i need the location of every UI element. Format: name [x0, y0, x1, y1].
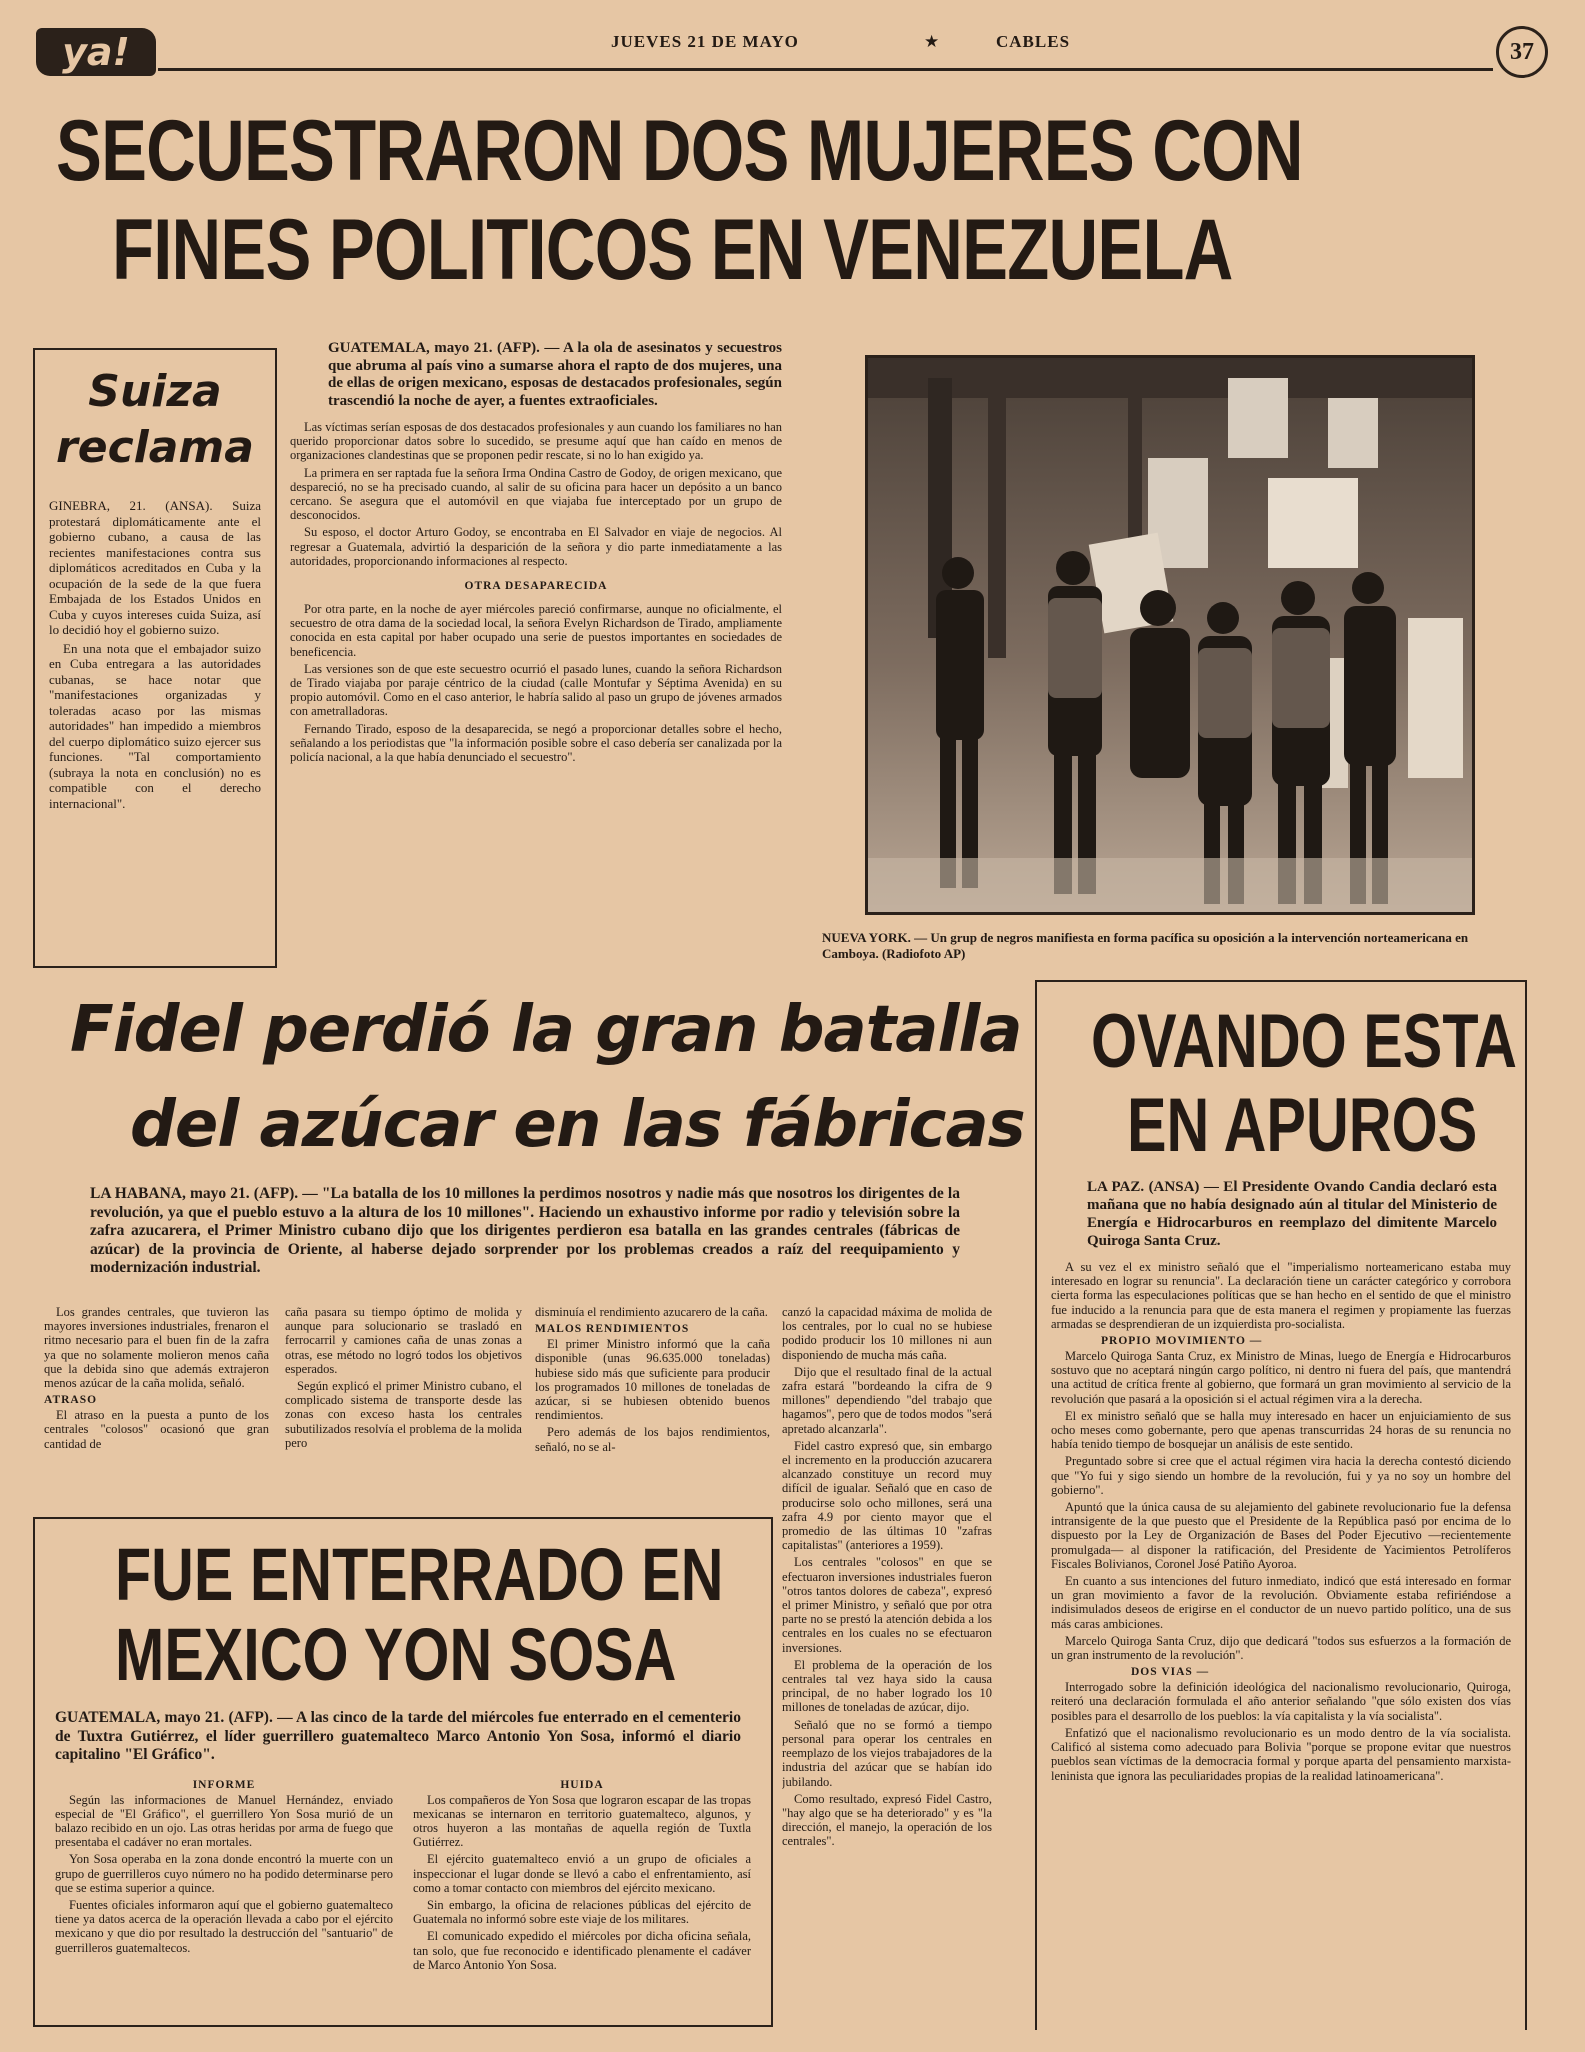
- yon-sosa-paragraph: Los compañeros de Yon Sosa que lograron escapar de las tropas mexicanas se internaron en territorio guatemalteco, algunos, y otros huyeron a las montañas de aquella región de Tuxtla Gutiérrez.: [413, 1792, 751, 1850]
- fidel-column-2: [285, 1305, 522, 1505]
- fidel-column-4: [782, 1305, 992, 2027]
- main-story-paragraph: Las versiones son de que este secuestro ocurrió el pasado lunes, cuando la señora Richardson de Tirado viajaba por paraje céntrico de la ciudad (calle Montufar y Séptima Avenida) en su propio automóvil. Como en el caso anterior, le habría salido al paso un grupo de jóvenes armados con ametralladoras.: [290, 661, 782, 719]
- yon-sosa-paragraph: El comunicado expedido el miércoles por dicha oficina señala, tan solo, que fue reconocido e identificado plenamente el cadáver de Marco Antonio Yon Sosa.: [413, 1929, 751, 1972]
- suiza-paragraph: GINEBRA, 21. (ANSA). Suiza protestará diplomáticamente ante el gobierno cubano, a causa de las recientes manifestaciones contra sus diplomáticos acreditados en Cuba y la ocupación de la sede de la que fuera Embajada de los Estados Unidos en Cuba y cuyos intereses cuida Suiza, así lo decidió hoy el gobierno suizo.: [49, 498, 261, 637]
- fidel-paragraph: Como resultado, expresó Fidel Castro, "hay algo que se ha deteriorado" y es "la dirección, el manejo, la operación de los centrales".: [782, 1791, 992, 1849]
- ovando-subhead-vias: DOS VIAS —: [1131, 1666, 1210, 1679]
- ovando-lede: LA PAZ. (ANSA) — El Presidente Ovando Candia declaró esta mañana que no había designado aún al titular del Ministerio de Energía e Hidrocarburos en reemplazo del dimitente Marcelo Quiroga Santa Cruz.: [1087, 1179, 1497, 1249]
- fidel-paragraph: Los grandes centrales, que tuvieron las mayores inversiones industriales, frenaron el ritmo necesario para el buen fin de la zafra ya que no solamente molieron menos caña que la debida sino que además extrajeron menos azúcar de la caña molida, señaló.: [44, 1305, 269, 1391]
- main-story-paragraph: Las víctimas serían esposas de dos destacados profesionales y aun cuando los familiares no han querido proporcionar datos sobre lo sucedido, se presume aquí que han caído en menos de organizaciones clandestinas que se proponen pedir rescate, si no lo han exigido ya.: [290, 420, 782, 463]
- ovando-paragraph: Marcelo Quiroga Santa Cruz, ex Ministro de Minas, luego de Energía e Hidrocarburos sostuvo que no aceptará ningún cargo político, ni dentro ni fuera del país, que mantendrá una actitud de crítica frente al gobierno, que formará un gran movimiento al servicio de la revolución que pasará a la oposición si el actual régimen vira a la derecha.: [1051, 1349, 1511, 1406]
- yon-sosa-headline-line2: MEXICO YON SOSA: [115, 1613, 677, 1696]
- fidel-column-1: [44, 1305, 269, 1505]
- main-story-paragraph: La primera en ser raptada fue la señora Irma Ondina Castro de Godoy, de origen mexicano, que despareció, no se ha precisado cuando, al salir de su oficina para hacer un depósito a un banco cercano. Se asegura que el automóvil en que viajaba fue interceptado por un grupo de desconocidos.: [290, 465, 782, 523]
- yon-sosa-paragraph: Fuentes oficiales informaron aquí que el gobierno guatemalteco tiene ya datos acerca de la operación llevada a cabo por el ejército mexicano y que dio por resultado la destrucción del "santuario" de guerrilleros guatemaltecos.: [55, 1897, 393, 1955]
- fidel-paragraph: El primer Ministro informó que la caña disponible (unas 96.635.000 toneladas) hubiese sido más que suficiente para producir los programados 10 millones de toneladas de azúcar, si se hubiesen obtenido buenos rendimientos.: [535, 1337, 770, 1423]
- protest-photo-illustration: [868, 358, 1472, 912]
- main-story-lede: GUATEMALA, mayo 21. (AFP). — A la ola de asesinatos y secuestros que abruma al país vino a sumarse ahora el rapto de dos mujeres, una de ellas de origen mexicano, esposas de destacados profesionales, según trascendió la noche de ayer, a fuentes extraoficiales.: [328, 340, 782, 409]
- fidel-paragraph: Dijo que el resultado final de la actual zafra estará "bordeando la cifra de 9 millones" dependiendo "del trabajo que hagamos", pero que de todos modos "será apretado alcanzarla".: [782, 1364, 992, 1436]
- ovando-paragraph: A su vez el ex ministro señaló que el "imperialismo norteamericano estaba muy interesado en lograr su renuncia". La declaración tiene un carácter categórico y corrobora cierta forma las especulaciones políticas que se han hecho en el sentido de que el ministro fue inducido a la renuncia para que de esta manera el regimen y propiamente las fuerzas armadas se desprendieran de un izquierdista pro-socialista.: [1051, 1260, 1511, 1331]
- fidel-headline-line1: Fidel perdió la gran batalla: [70, 993, 1022, 1067]
- masthead-rule: [158, 68, 1493, 71]
- fidel-paragraph: Fidel castro expresó que, sin embargo el incremento en la producción azucarera alcanzado constituye un record muy difícil de igualar. Señaló que en caso de producirse solo ocho millones, será una zafra 4.9 por ciento mayor que el promedio de las últimas 10 "zafras capitalistas" (anteriores a 1959).: [782, 1438, 992, 1553]
- suiza-headline-line1: Suiza: [88, 366, 222, 417]
- yon-sosa-paragraph: Según las informaciones de Manuel Hernández, enviado especial de "El Gráfico", el guerrillero Yon Sosa murió de un balazo recibido en un ojo. Las otras heridas por arma de fuego que presentaba el cadáver no eran mortales.: [55, 1792, 393, 1850]
- fidel-paragraph: Según explicó el primer Ministro cubano, el complicado sistema de transporte desde las zonas con exceso hasta los centrales subutilizados resolvía el problema de la molida pero: [285, 1379, 522, 1450]
- fidel-paragraph: El problema de la operación de los centrales tal vez haya sido la causa principal, de no haber logrado los 10 millones de toneladas de azúcar, dijo.: [782, 1657, 992, 1715]
- photo-caption-place: NUEVA YORK.: [822, 930, 911, 945]
- star-icon: ★: [924, 32, 940, 52]
- yon-sosa-headline-line1: FUE ENTERRADO EN: [115, 1533, 724, 1616]
- fidel-column-3: [535, 1305, 770, 1505]
- ovando-paragraph: Interrogado sobre la definición ideológica del nacionalismo revolucionario, Quiroga, reiteró una declaración formulada el año anterior señalando "que sólo existen dos vías posibles para el desarrollo de los pueblos: la vía capitalista y la vía socialista".: [1051, 1680, 1511, 1723]
- main-story-paragraph: Fernando Tirado, esposo de la desaparecida, se negó a proporcionar detalles sobre el hecho, señalando a los periodistas que "la información posible sobre el caso debería ser canalizada por la policía nacional, a la que había denunciado el secuestro".: [290, 721, 782, 765]
- fidel-paragraph: canzó la capacidad máxima de molida de los centrales, por lo cual no se hubiese podido producir los 10 millones ni aun disponiendo de mucha más caña.: [782, 1305, 992, 1362]
- fidel-subhead-atraso: ATRASO: [44, 1394, 98, 1407]
- fidel-paragraph: El atraso en la puesta a punto de los centrales "colosos" ocasionó que gran cantidad de: [44, 1408, 269, 1451]
- fidel-paragraph: caña pasara su tiempo óptimo de molida y aunque para solucionario se trasladó en ferrocarril y camiones caña de unas zonas a otras, ese método no logró todos los objetivos esperados.: [285, 1305, 522, 1376]
- fidel-subhead-malos: MALOS RENDIMIENTOS: [535, 1323, 690, 1336]
- main-story-body: [290, 340, 782, 980]
- suiza-paragraph: En una nota que el embajador suizo en Cuba entregara a las autoridades cubanas, se hace notar que "manifestaciones organizadas y toleradas acaso por las mismas autoridades" han impedido a miembros del cuerpo diplomático suizo ejercer sus funciones. "Tal comportamiento (subraya la nota en conclusión) no es compatible con el derecho internacional".: [49, 640, 261, 811]
- main-story-subhead: OTRA DESAPARECIDA: [464, 580, 608, 593]
- fidel-paragraph: Señaló que no se formó a tiempo personal para operar los centrales en reemplazo de los viejos trabajadores de la industria del azúcar que se habían ido jubilando.: [782, 1717, 992, 1789]
- yon-sosa-subhead-informe: INFORME: [192, 1778, 256, 1791]
- fidel-paragraph: Pero además de los bajos rendimientos, señaló, no se al-: [535, 1425, 770, 1454]
- ovando-subhead-movimiento: PROPIO MOVIMIENTO —: [1101, 1335, 1263, 1348]
- photo-caption-text: — Un grup de negros manifiesta en forma pacífica su oposición a la intervención norteamericana en Camboya. (Radiofoto AP): [822, 930, 1469, 961]
- yon-sosa-paragraph: Yon Sosa operaba en la zona donde encontró la muerte con un grupo de guerrilleros cuyo número no ha podido determinarse pero que se estima superior a quince.: [55, 1852, 393, 1895]
- masthead-date: JUEVES 21 DE MAYO: [611, 32, 799, 51]
- main-story-paragraph: Por otra parte, en la noche de ayer miércoles pareció confirmarse, aunque no oficialmente, el secuestro de otra dama de la sociedad local, la señora Evelyn Richardson de Tirado, ampliamente conocida en esta capital por haber ocupado una serie de puestos importantes en sociedades de beneficencia.: [290, 602, 782, 659]
- photo-caption: [822, 930, 1522, 962]
- ovando-paragraph: Marcelo Quiroga Santa Cruz, dijo que dedicará "todos sus esfuerzos a la formación de un gran instrumento de la revolución".: [1051, 1633, 1511, 1663]
- ovando-paragraph: En cuanto a sus intenciones del futuro inmediato, indicó que está interesado en formar un gran movimiento a favor de la revolución. Obviamente estaba refiriéndose a indisimulados deseos de erigirse en el conductor de un nuevo partido político, una de sus más caras ambiciones.: [1051, 1574, 1511, 1631]
- fidel-paragraph: disminuía el rendimiento azucarero de la caña.: [535, 1305, 768, 1319]
- main-headline-line2: FINES POLITICOS EN VENEZUELA: [112, 202, 1233, 298]
- ovando-headline-line1: OVANDO ESTA: [1091, 999, 1517, 1084]
- page-number: [1496, 26, 1548, 78]
- page-number-text: 37: [1510, 39, 1534, 65]
- ovando-headline-line2: EN APUROS: [1127, 1083, 1478, 1168]
- fidel-headline-line2: del azúcar en las fábricas: [130, 1088, 1025, 1162]
- logo-text: ya!: [62, 30, 130, 74]
- main-headline-line1: SECUESTRARON DOS MUJERES CON: [56, 103, 1303, 199]
- yon-sosa-lede: GUATEMALA, mayo 21. (AFP). — A las cinco de la tarde del miércoles fue enterrado en el cementerio de Tuxtra Gutiérrez, el líder guerrillero guatemalteco Marco Antonio Yon Sosa, informó el diario capitalino "El Gráfico".: [55, 1709, 741, 1763]
- masthead-section: CABLES: [996, 32, 1071, 51]
- fidel-lede: LA HABANA, mayo 21. (AFP). — "La batalla de los 10 millones la perdimos nosotros y nadie más que nosotros los dirigentes de la revolución, ya que el pueblo estuvo a la altura de los 10 millones". Haciendo un exhaustivo informe por radio y televisión sobre la zafra azucarera, el Primer Ministro cubano dijo que los dirigentes perdieron esa batalla en las grandes centrales (fábricas de azúcar) de la provincia de Oriente, al haberse dejado sorprender por los problemas creados a raíz del reequipamiento y modernización industrial.: [90, 1185, 960, 1276]
- yon-sosa-paragraph: El ejército guatemalteco envió a un grupo de oficiales a inspeccionar el lugar donde se llevó a cabo el enfrentamiento, así como a tomar contacto con miembros del ejército mexicano.: [413, 1852, 751, 1895]
- ovando-paragraph: Apuntó que la única causa de su alejamiento del gabinete revolucionario fue la defensa intransigente de la que puesto que el Presidente de la República pasó por encima de lo dispuesto por la Ley de Organización de Bases del Poder Ejecutivo —recientemente promulgada— al disponer la ratificación, del Presidente de Yacimientos Petrolíferos Fiscales Bolivianos, Coronel José Patiño Ayoroa.: [1051, 1500, 1511, 1571]
- yon-sosa-subhead-huida: HUIDA: [560, 1778, 604, 1791]
- fidel-paragraph: Los centrales "colosos" en que se efectuaron inversiones industriales fueron "otros tantos dolores de cabeza", expresó el primer Ministro, y señaló que por otra parte no se prestó la atención debida a los centrales en los cuales no se efectuaron inversiones.: [782, 1555, 992, 1655]
- ovando-box: [1035, 980, 1527, 2030]
- yon-sosa-column-2: [413, 1775, 751, 1975]
- main-story-paragraph: Su esposo, el doctor Arturo Godoy, se encontraba en El Salvador en viaje de negocios. Al regresar a Guatemala, advirtió la desparición de la señora y dio parte inmediatamente a las autoridades, proporcionando informaciones al respecto.: [290, 525, 782, 568]
- masthead: [28, 22, 1553, 84]
- suiza-box: [33, 348, 277, 968]
- ovando-paragraph: El ex ministro señaló que se halla muy interesado en hacer un enjuiciamiento de sus ocho meses como gobernante, pero que apenas transcurridas 24 horas de su renuncia no había tenido tiempo de bosquejar un análisis de este sentido.: [1051, 1408, 1511, 1452]
- suiza-headline-line2: reclama: [56, 422, 254, 473]
- yon-sosa-paragraph: Sin embargo, la oficina de relaciones públicas del ejército de Guatemala no informó sobre este viaje de los militares.: [413, 1897, 751, 1927]
- logo: [36, 28, 156, 76]
- ovando-paragraph: Enfatizó que el nacionalismo revolucionario es un modo dentro de la vía socialista. Calificó al sistema como adecuado para Bolivia "porque se propone evitar que nuestros pueblos sean víctimas de la democracia formal y porque aparta del pensamiento marxista-leninista que ignora las peculiaridades propias de la realidad latinoamericana".: [1051, 1725, 1511, 1783]
- yon-sosa-column-1: [55, 1775, 393, 1975]
- yon-sosa-box: [33, 1517, 773, 2027]
- ovando-paragraph: Preguntado sobre si cree que el actual régimen vira hacia la derecha contestó diciendo que "Yo fui y sigo siendo un hombre de la revolución, fui y ya no soy un hombre del gobierno".: [1051, 1454, 1511, 1497]
- news-photo: [865, 355, 1475, 915]
